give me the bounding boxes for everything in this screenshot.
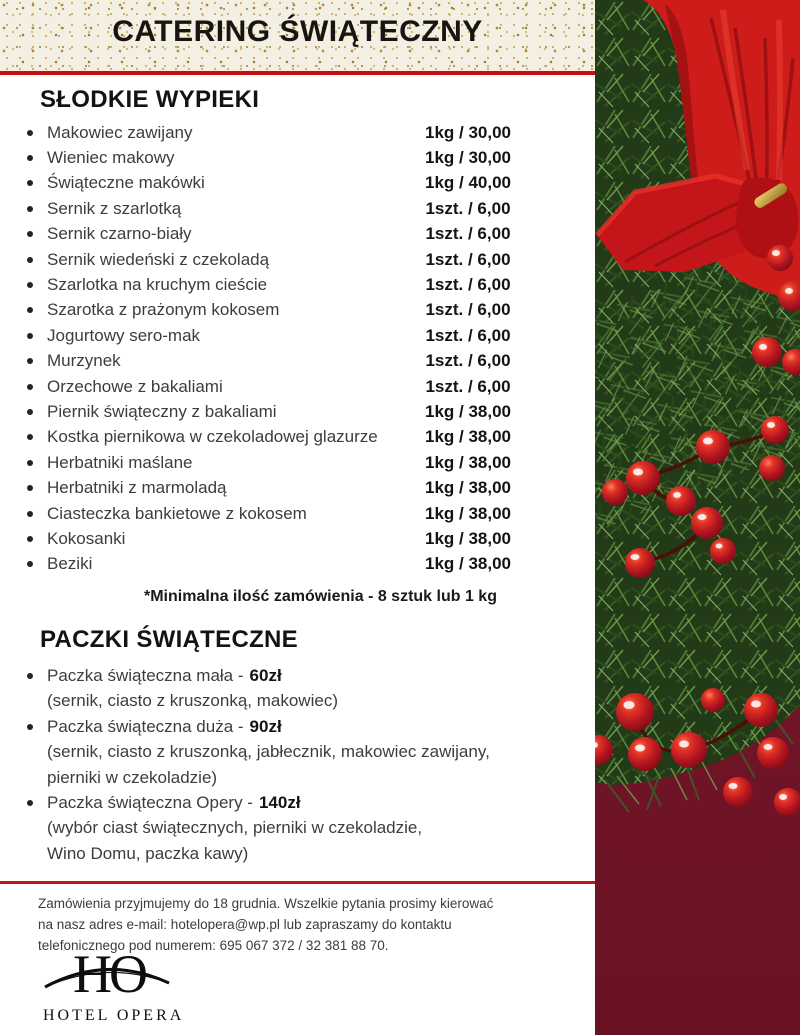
menu-item-price: 1kg / 40,00 <box>424 173 511 193</box>
menu-item-price: 1szt. / 6,00 <box>425 376 511 396</box>
bullet-icon <box>27 673 33 679</box>
menu-item-name: Sernik z szarlotką <box>47 198 182 218</box>
menu-item-row <box>25 145 516 170</box>
menu-item-name: Świąteczne makówki <box>47 173 205 193</box>
menu-item-name: Murzynek <box>47 351 121 371</box>
hotel-opera-name: HOTEL OPERA <box>43 1007 185 1024</box>
package-name: Paczka świąteczna mała - <box>47 665 244 685</box>
menu-item-name: Kokosanki <box>47 528 126 548</box>
package-details-line: (sernik, ciasto z kruszonką, makowiec) <box>47 691 338 711</box>
menu-item-row <box>25 196 516 221</box>
menu-item-row <box>25 247 516 272</box>
footer-divider-line <box>0 881 595 884</box>
package-price: 60zł <box>249 665 282 685</box>
menu-item-row <box>25 399 516 424</box>
bullet-icon <box>27 409 33 415</box>
footer-line: Zamówienia przyjmujemy do 18 grudnia. Wszelkie pytania prosimy kierować <box>38 896 494 911</box>
package-details <box>25 815 516 866</box>
menu-item-row <box>25 450 516 475</box>
min-order-note: *Minimalna ilość zamówienia - 8 sztuk lub 1 kg <box>144 588 497 606</box>
christmas-wreath-photo <box>595 0 800 1035</box>
menu-item-row <box>25 349 516 374</box>
package-name: Paczka świąteczna duża - <box>47 716 244 736</box>
hotel-opera-monogram-icon <box>43 946 171 1000</box>
menu-item-row <box>25 501 516 526</box>
footer-line: telefonicznego pod numerem: 695 067 372 / 32 381 88 70. <box>38 938 389 953</box>
sweets-section-heading: SŁODKIE WYPIEKI <box>40 86 260 113</box>
package-price: 90zł <box>249 716 282 736</box>
bullet-icon <box>27 384 33 390</box>
package-details-line: (wybór ciast świątecznych, pierniki w czekoladzie, <box>47 818 423 838</box>
menu-item-name: Herbatniki maślane <box>47 452 193 472</box>
bullet-icon <box>27 180 33 186</box>
footer-line: na nasz adres e-mail: hotelopera@wp.pl lub zapraszamy do kontaktu <box>38 917 452 932</box>
package-details-line: (sernik, ciasto z kruszonką, jabłecznik, makowiec zawijany, <box>47 742 490 762</box>
package-details <box>25 688 516 713</box>
bullet-icon <box>27 282 33 288</box>
menu-item-price: 1kg / 38,00 <box>424 528 511 548</box>
packages-section-heading: PACZKI ŚWIĄTECZNE <box>40 626 298 654</box>
bullet-icon <box>27 511 33 517</box>
hotel-opera-logo <box>43 946 185 1025</box>
menu-item-row <box>25 323 516 348</box>
package-item <box>25 790 516 866</box>
menu-item-name: Szarlotka na kruchym cieście <box>47 275 268 295</box>
menu-item-name: Ciasteczka bankietowe z kokosem <box>47 503 307 523</box>
menu-item-name: Wieniec makowy <box>47 148 175 168</box>
menu-item-price: 1kg / 38,00 <box>424 554 511 574</box>
bullet-icon <box>27 257 33 263</box>
package-item <box>25 714 516 790</box>
menu-item-price: 1szt. / 6,00 <box>425 351 511 371</box>
menu-item-name: Sernik czarno-biały <box>47 224 192 244</box>
bullet-icon <box>27 800 33 806</box>
package-details <box>25 739 516 790</box>
package-price: 140zł <box>258 792 301 812</box>
menu-item-name: Beziki <box>47 554 93 574</box>
package-details-line: Wino Domu, paczka kawy) <box>47 843 249 863</box>
bullet-icon <box>27 206 33 212</box>
menu-content <box>25 86 516 866</box>
menu-item-name: Orzechowe z bakaliami <box>47 376 223 396</box>
menu-item-price: 1kg / 38,00 <box>424 478 511 498</box>
menu-item-name: Makowiec zawijany <box>47 122 193 142</box>
bullet-icon <box>27 333 33 339</box>
bullet-icon <box>27 434 33 440</box>
menu-item-price: 1kg / 38,00 <box>424 452 511 472</box>
menu-item-name: Jogurtowy sero-mak <box>47 325 201 345</box>
menu-item-row <box>25 425 516 450</box>
package-details-line: pierniki w czekoladzie) <box>47 767 218 787</box>
menu-item-row <box>25 222 516 247</box>
menu-item-price: 1kg / 38,00 <box>424 427 511 447</box>
svg-text:HO: HO <box>73 946 145 1000</box>
page-title: CATERING ŚWIĄTECZNY <box>112 15 483 48</box>
bullet-icon <box>27 358 33 364</box>
package-item <box>25 663 516 714</box>
bullet-icon <box>27 561 33 567</box>
menu-item-name: Kostka piernikowa w czekoladowej glazurze <box>47 427 378 447</box>
menu-item-name: Herbatniki z marmoladą <box>47 478 227 498</box>
menu-item-price: 1szt. / 6,00 <box>425 198 511 218</box>
menu-item-row <box>25 475 516 500</box>
menu-item-row <box>25 298 516 323</box>
menu-item-price: 1szt. / 6,00 <box>425 224 511 244</box>
menu-item-price: 1szt. / 6,00 <box>425 249 511 269</box>
menu-item-name: Szarotka z prażonym kokosem <box>47 300 280 320</box>
menu-item-price: 1kg / 30,00 <box>424 148 511 168</box>
menu-item-price: 1kg / 38,00 <box>424 401 511 421</box>
menu-item-price: 1kg / 30,00 <box>424 122 511 142</box>
bullet-icon <box>27 155 33 161</box>
bullet-icon <box>27 231 33 237</box>
menu-item-row <box>25 120 516 145</box>
bullet-icon <box>27 485 33 491</box>
menu-item-row <box>25 171 516 196</box>
menu-item-name: Piernik świąteczny z bakaliami <box>47 401 277 421</box>
bullet-icon <box>27 130 33 136</box>
package-name: Paczka świąteczna Opery - <box>47 792 253 812</box>
bullet-icon <box>27 536 33 542</box>
bullet-icon <box>27 724 33 730</box>
menu-item-price: 1kg / 38,00 <box>424 503 511 523</box>
bullet-icon <box>27 460 33 466</box>
menu-item-price: 1szt. / 6,00 <box>425 275 511 295</box>
menu-item-row <box>25 374 516 399</box>
menu-item-price: 1szt. / 6,00 <box>425 300 511 320</box>
menu-item-row <box>25 526 516 551</box>
header-divider-line <box>0 71 595 75</box>
menu-item-name: Sernik wiedeński z czekoladą <box>47 249 270 269</box>
menu-item-price: 1szt. / 6,00 <box>425 325 511 345</box>
menu-item-row <box>25 272 516 297</box>
bullet-icon <box>27 307 33 313</box>
menu-item-row <box>25 552 516 577</box>
